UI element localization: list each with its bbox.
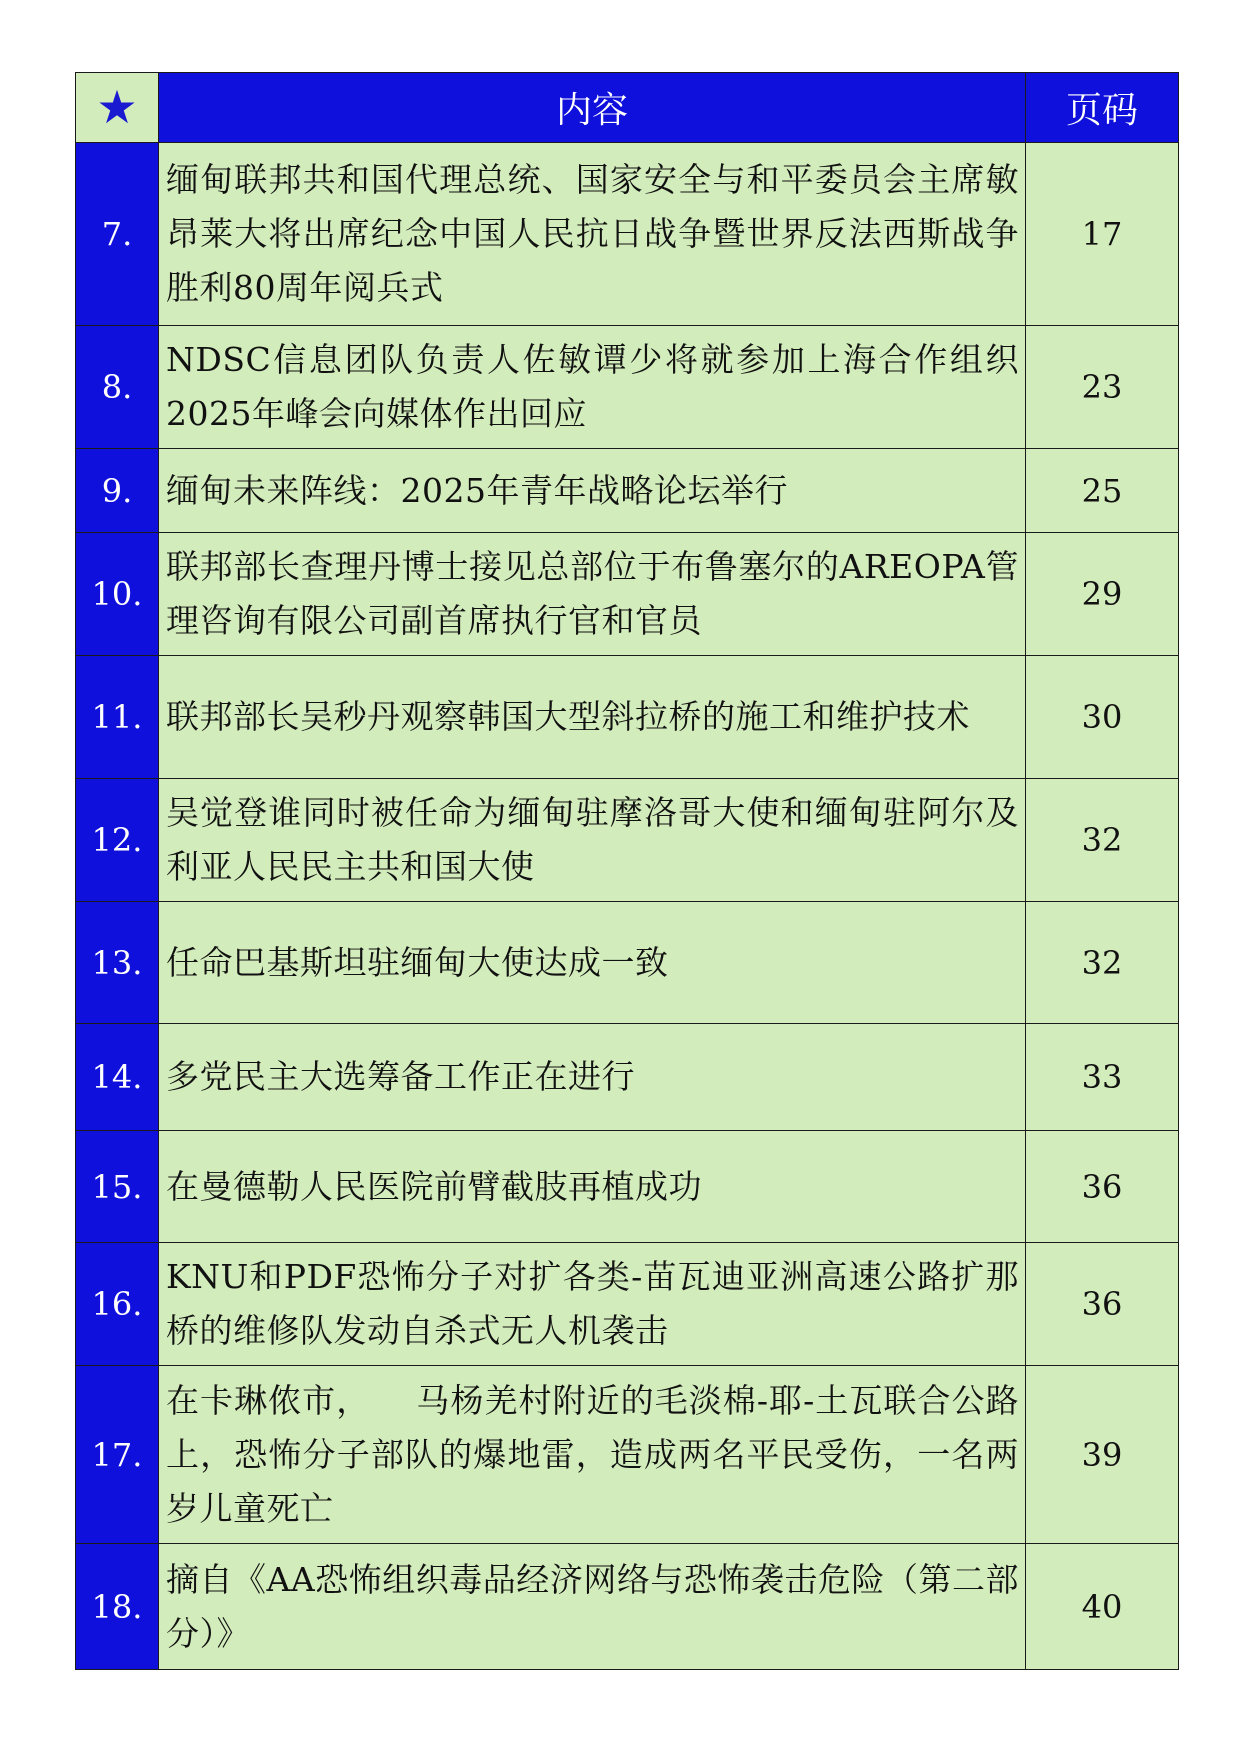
- page-column-header: 页码: [1026, 73, 1179, 143]
- entry-page-number: 40: [1026, 1544, 1179, 1670]
- content-column-header: 内容: [159, 73, 1026, 143]
- entry-number: 16.: [76, 1243, 159, 1366]
- entry-title[interactable]: 多党民主大选筹备工作正在进行: [159, 1024, 1026, 1131]
- entry-title[interactable]: 吴觉登谁同时被任命为缅甸驻摩洛哥大使和缅甸驻阿尔及利亚人民民主共和国大使: [159, 779, 1026, 902]
- table-row[interactable]: [76, 1544, 1179, 1670]
- table-header-row: [76, 73, 1179, 143]
- entry-number: 18.: [76, 1544, 159, 1670]
- entry-page-number: 36: [1026, 1131, 1179, 1243]
- entry-page-number: 36: [1026, 1243, 1179, 1366]
- entry-page-number: 32: [1026, 779, 1179, 902]
- table-row[interactable]: [76, 902, 1179, 1024]
- entry-number: 8.: [76, 326, 159, 449]
- entry-number: 11.: [76, 656, 159, 779]
- entry-title[interactable]: 联邦部长吴秒丹观察韩国大型斜拉桥的施工和维护技术: [159, 656, 1026, 779]
- entry-title[interactable]: 缅甸未来阵线：2025年青年战略论坛举行: [159, 449, 1026, 533]
- entry-title[interactable]: KNU和PDF恐怖分子对扩各类-苗瓦迪亚洲高速公路扩那桥的维修队发动自杀式无人机袭击: [159, 1243, 1026, 1366]
- entry-page-number: 29: [1026, 533, 1179, 656]
- entry-title[interactable]: 任命巴基斯坦驻缅甸大使达成一致: [159, 902, 1026, 1024]
- star-header-cell: [76, 73, 159, 143]
- entry-page-number: 17: [1026, 143, 1179, 326]
- entry-title[interactable]: 摘自《AA恐怖组织毒品经济网络与恐怖袭击危险（第二部分）》: [159, 1544, 1026, 1670]
- table-row[interactable]: [76, 656, 1179, 779]
- entry-number: 14.: [76, 1024, 159, 1131]
- entry-number: 12.: [76, 779, 159, 902]
- entry-title[interactable]: 在卡琳侬市， 马杨羌村附近的毛淡棉-耶-土瓦联合公路上，恐怖分子部队的爆地雷，造成两名平民受伤，一名两岁儿童死亡: [159, 1366, 1026, 1544]
- table-row[interactable]: [76, 449, 1179, 533]
- entry-number: 15.: [76, 1131, 159, 1243]
- table-row[interactable]: [76, 1131, 1179, 1243]
- table-row[interactable]: [76, 326, 1179, 449]
- table-row[interactable]: [76, 779, 1179, 902]
- table-row[interactable]: [76, 533, 1179, 656]
- table-row[interactable]: [76, 1243, 1179, 1366]
- table-row[interactable]: [76, 1366, 1179, 1544]
- star-icon: ★: [96, 79, 138, 134]
- table-row[interactable]: [76, 1024, 1179, 1131]
- entry-title[interactable]: NDSC信息团队负责人佐敏谭少将就参加上海合作组织2025年峰会向媒体作出回应: [159, 326, 1026, 449]
- entry-number: 17.: [76, 1366, 159, 1544]
- entry-number: 9.: [76, 449, 159, 533]
- entry-title[interactable]: 在曼德勒人民医院前臂截肢再植成功: [159, 1131, 1026, 1243]
- entry-page-number: 30: [1026, 656, 1179, 779]
- entry-page-number: 25: [1026, 449, 1179, 533]
- entry-page-number: 33: [1026, 1024, 1179, 1131]
- entry-title[interactable]: 联邦部长查理丹博士接见总部位于布鲁塞尔的AREOPA管理咨询有限公司副首席执行官和官员: [159, 533, 1026, 656]
- entry-page-number: 32: [1026, 902, 1179, 1024]
- entry-number: 10.: [76, 533, 159, 656]
- entry-number: 13.: [76, 902, 159, 1024]
- entry-page-number: 23: [1026, 326, 1179, 449]
- entry-number: 7.: [76, 143, 159, 326]
- entry-title[interactable]: 缅甸联邦共和国代理总统、国家安全与和平委员会主席敏昂莱大将出席纪念中国人民抗日战争暨世界反法西斯战争胜利80周年阅兵式: [159, 143, 1026, 326]
- table-row[interactable]: [76, 143, 1179, 326]
- entry-page-number: 39: [1026, 1366, 1179, 1544]
- table-of-contents: [75, 72, 1179, 1670]
